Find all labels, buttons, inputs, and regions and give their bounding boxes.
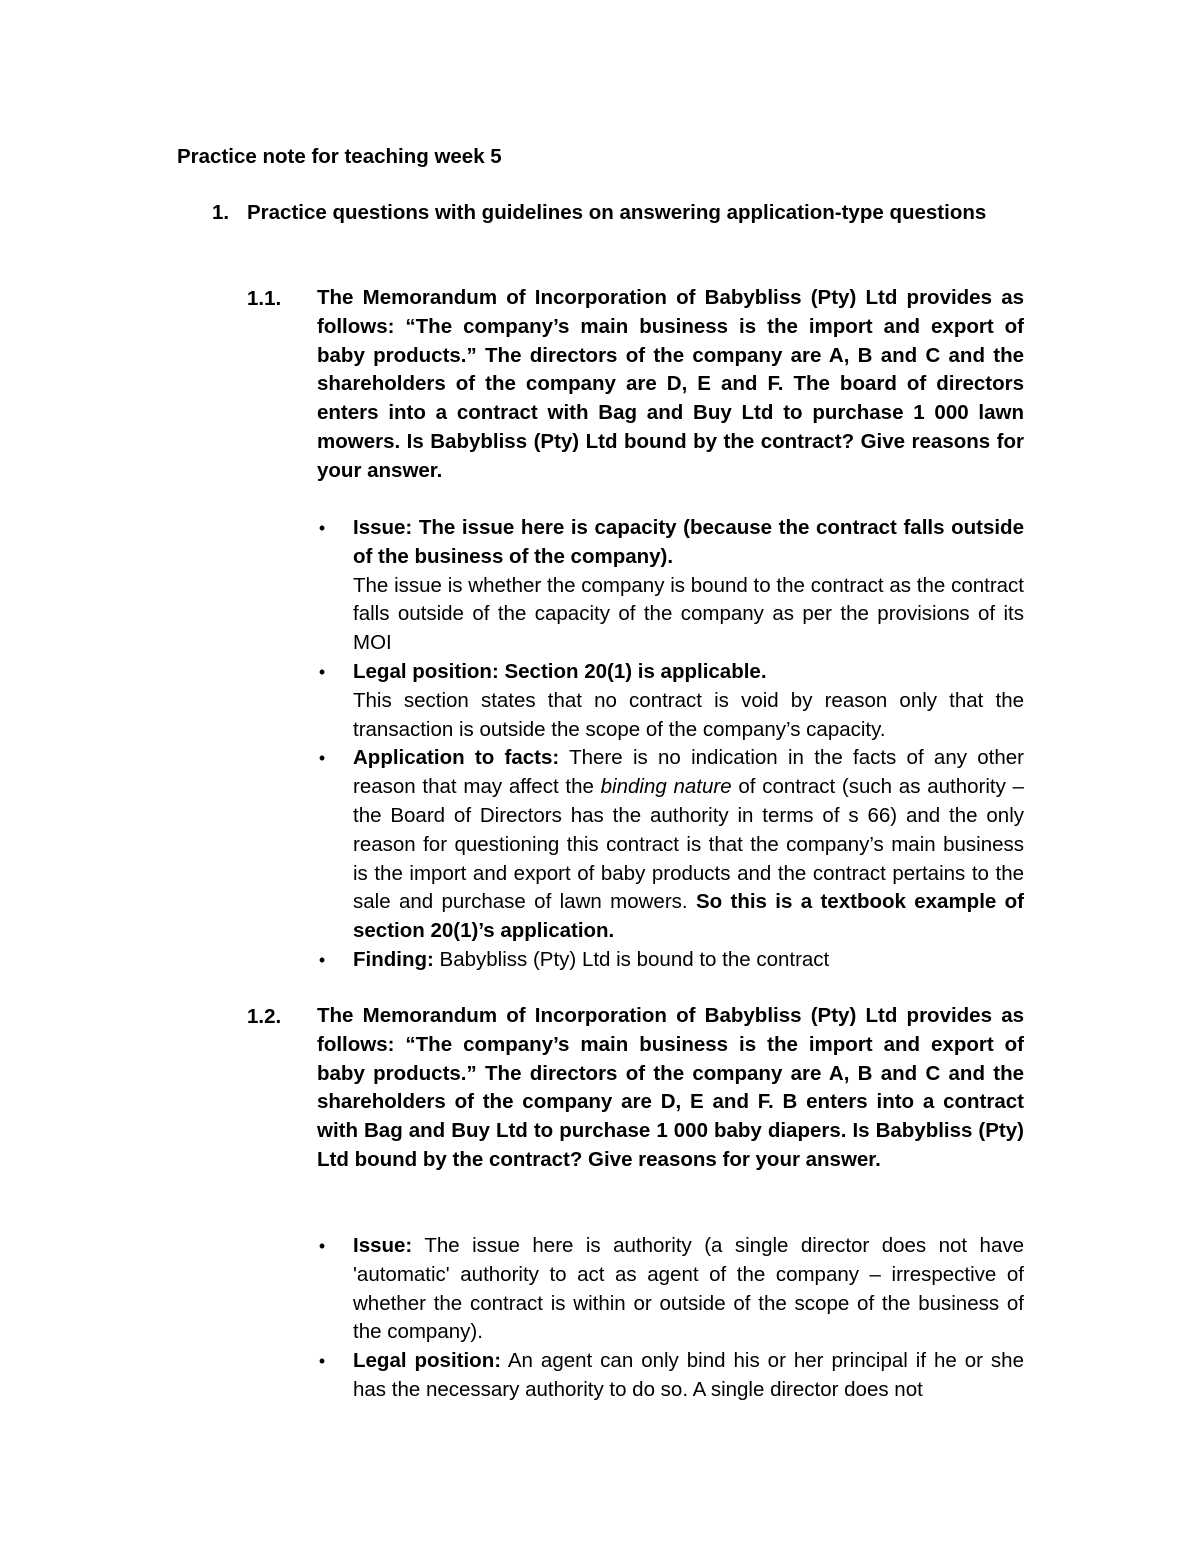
application-bold-conclusion: So this is a textbook example of section 20(1)’s application. [353, 890, 1025, 943]
legal-position-bold-text: Section 20(1) is applicable. [498, 659, 767, 683]
list-item-issue [317, 514, 1024, 658]
bullet-icon: • [318, 748, 326, 769]
application-text-1: There is no indication in the facts of any other reason that may affect the [353, 746, 1024, 799]
issue-label: Issue: [353, 1234, 413, 1257]
finding-label: Finding: [353, 947, 434, 971]
section-heading: Practice questions with guidelines on answering application-type questions [247, 201, 987, 224]
list-item-finding [317, 946, 1024, 975]
issue-label: Issue: [353, 516, 413, 539]
bullet-icon: • [318, 1236, 326, 1256]
bullet-icon: • [318, 949, 326, 970]
finding-text: Babybliss (Pty) Ltd is bound to the contract [433, 947, 830, 971]
bullet-icon: • [318, 661, 326, 682]
bullet-icon: • [318, 518, 326, 538]
legal-position-label: Legal position: [353, 1349, 502, 1373]
question-1-1-answer-list [317, 514, 1024, 975]
bullet-icon: • [318, 1351, 326, 1372]
section-number: 1. [212, 201, 230, 224]
legal-position-text: An agent can only bind his or her principal if he or she has the necessary authority to do so. A single director does not [353, 1349, 1024, 1401]
application-italic-text: binding nature [600, 775, 732, 799]
legal-position-text: This section states that no contract is void by reason only that the transaction is outside the scope of the company’s capacity. [353, 688, 1024, 741]
legal-position-label: Legal position: [353, 659, 499, 683]
question-1-2-number: 1.2. [247, 1005, 282, 1028]
question-1-2-text: The Memorandum of Incorporation of Babybliss (Pty) Ltd provides as follows: “The company’s main business is the import and export of baby products.” The directors of the company are A, B and C and the shareholders of the company are D, E and F. B enters into a contract with Bag and Buy Ltd to purchase 1 000 baby diapers. Is Babybliss (Pty) Ltd bound by the contract? Give reasons for your answer. [317, 1004, 1024, 1171]
issue-bold-text: The issue here is capacity (because the contract falls outside of the business of the company). [353, 516, 1024, 568]
list-item-legal-position [317, 658, 1024, 744]
issue-text: The issue here is authority (a single director does not have 'automatic' authority to act as agent of the company – irrespective of whether the contract is within or outside of the scope of the business of the company). [353, 1234, 1024, 1344]
issue-text: The issue is whether the company is bound to the contract as the contract falls outside of the capacity of the company as per the provisions of its MOI [353, 573, 1024, 655]
question-1-1-number: 1.1. [247, 287, 282, 310]
application-text-2: of contract (such as authority – the Board of Directors has the authority in terms of s 66) and the only reason for questioning this contract is that the company’s main business is the import and export of baby products and the contract pertains to the sale and purchase of lawn mowers. [353, 775, 1024, 914]
application-label: Application to facts: [353, 746, 560, 770]
list-item-issue [317, 1232, 1024, 1347]
list-item-application [317, 744, 1024, 946]
document-title: Practice note for teaching week 5 [177, 145, 502, 168]
list-item-legal-position [317, 1347, 1024, 1405]
question-1-2-answer-list [317, 1232, 1024, 1405]
question-1-1-text: The Memorandum of Incorporation of Babybliss (Pty) Ltd provides as follows: “The company’s main business is the import and export of baby products.” The directors of the company are A, B and C and the shareholders of the company are D, E and F. The board of directors enters into a contract with Bag and Buy Ltd to purchase 1 000 lawn mowers. Is Babybliss (Pty) Ltd bound by the contract? Give reasons for your answer. [317, 286, 1024, 482]
